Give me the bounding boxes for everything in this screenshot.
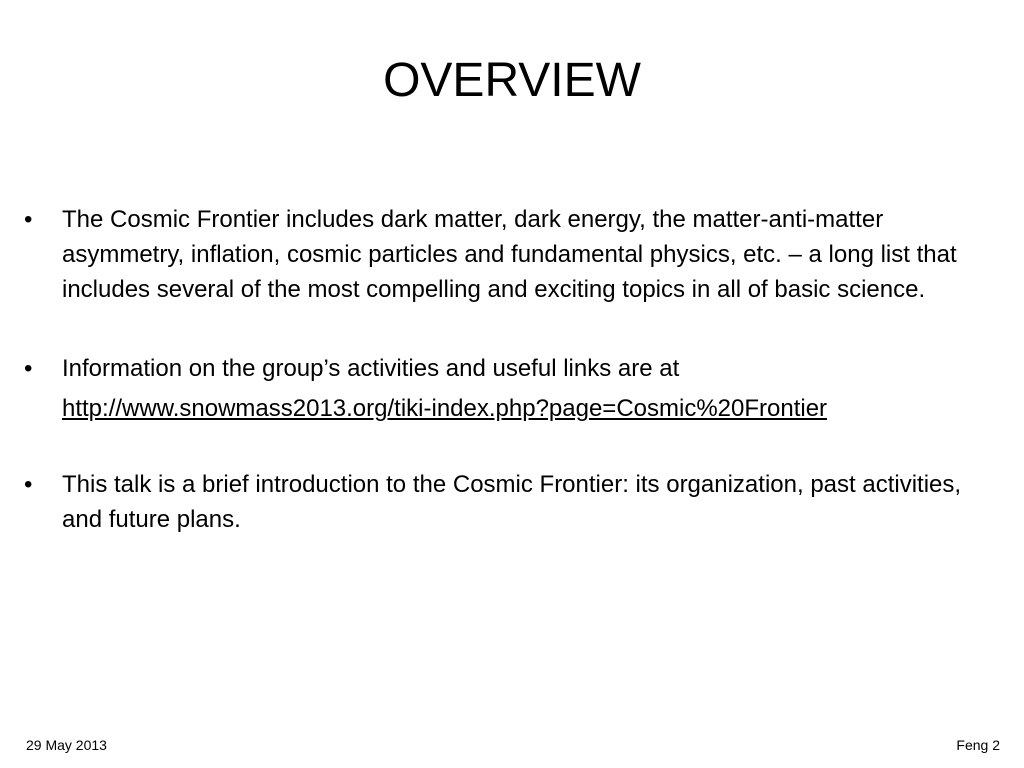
link-line [62,391,984,426]
bullet-item-cosmic-frontier-topics [24,202,984,307]
bullet-marker: • [24,355,33,382]
bullet-list [24,202,984,537]
bullet-text: The Cosmic Frontier includes dark matter, dark energy, the matter-anti-matter asymmetry, inflation, cosmic particles and fundamental physics, etc. – a long list that includes several of the most compelling and exciting topics in all of basic science. [62,206,957,303]
bullet-marker: • [24,206,33,233]
bullet-item-talk-introduction [24,467,984,537]
bullet-text: This talk is a brief introduction to the Cosmic Frontier: its organization, past activities, and future plans. [62,471,962,533]
footer-date: 29 May 2013 [26,737,107,753]
bullet-item-group-information [24,351,984,426]
bullet-marker: • [24,471,33,498]
slide-title: OVERVIEW [383,54,641,107]
footer-page-number: Feng 2 [956,737,1000,753]
bullet-text: Information on the group’s activities and useful links are at [62,355,680,382]
snowmass-link[interactable]: http://www.snowmass2013.org/tiki-index.php?page=Cosmic%20Frontier [62,395,828,422]
